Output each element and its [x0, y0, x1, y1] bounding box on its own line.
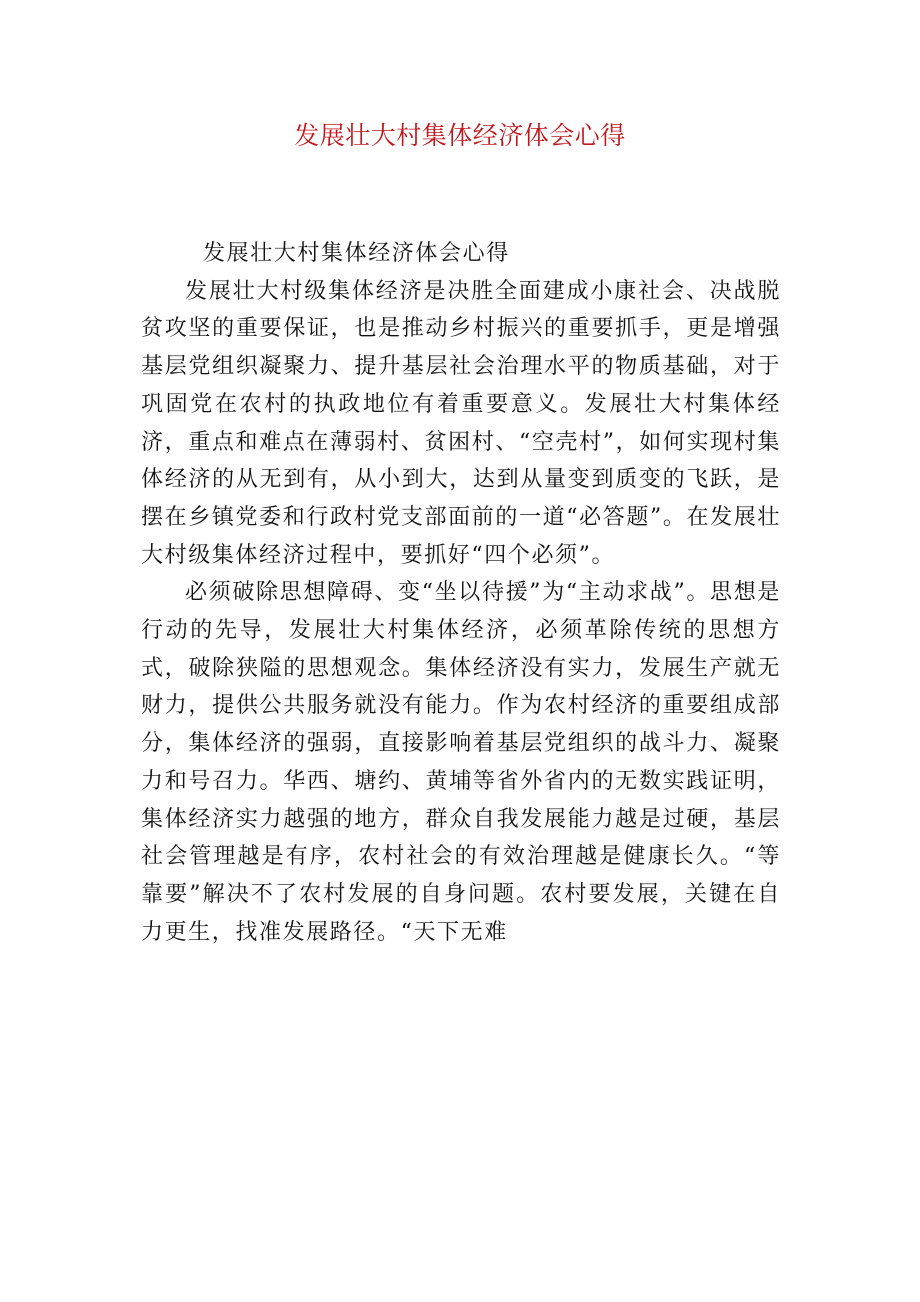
document-subtitle: 发展壮大村集体经济体会心得: [203, 241, 510, 266]
document-body: [141, 235, 781, 951]
document-title: 发展壮大村集体经济体会心得: [294, 121, 626, 150]
paragraph-intro: 发展壮大村级集体经济是决胜全面建成小康社会、决战脱贫攻坚的重要保证，也是推动乡村振兴的重要抓手，更是增强基层党组织凝聚力、提升基层社会治理水平的物质基础，对于巩固党在农村的执政地位有着重要意义。发展壮大村集体经济，重点和难点在薄弱村、贫困村、“空壳村”，如何实现村集体经济的从无到有，从小到大，达到从量变到质变的飞跃，是摆在乡镇党委和行政村党支部面前的一道“必答题”。在发展壮大村级集体经济过程中，要抓好“四个必须”。: [141, 278, 781, 568]
paragraph-first-requirement: 必须破除思想障碍、变“坐以待援”为“主动求战”。思想是行动的先导，发展壮大村集体经济，必须革除传统的思想方式，破除狭隘的思想观念。集体经济没有实力，发展生产就无财力，提供公共服务就没有能力。作为农村经济的重要组成部分，集体经济的强弱，直接影响着基层党组织的战斗力、凝聚力和号召力。华西、塘约、黄埔等省外省内的无数实践证明，集体经济实力越强的地方，群众自我发展能力越是过硬，基层社会管理越是有序，农村社会的有效治理越是健康长久。“等靠要”解决不了农村发展的自身问题。农村要发展，关键在自力更生，找准发展路径。“天下无难: [141, 580, 781, 945]
